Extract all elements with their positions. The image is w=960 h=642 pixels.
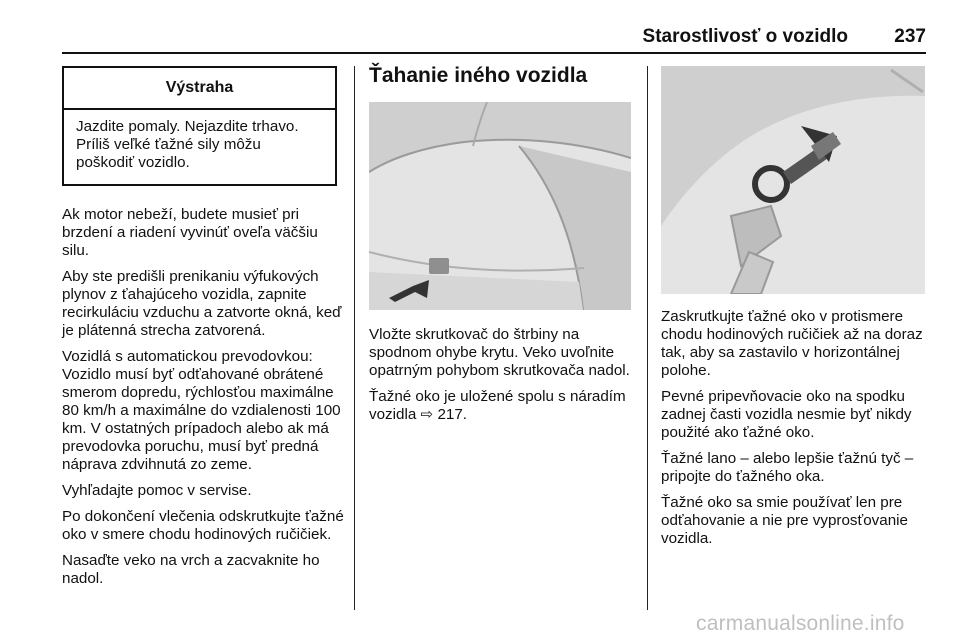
page-number: 237 bbox=[894, 26, 926, 47]
paragraph: Ak motor nebeží, budete musieť pri brzdení a riadení vyvinúť oveľa väčšiu silu. bbox=[62, 206, 318, 259]
header-title: Starostlivosť o vozidlo bbox=[642, 26, 848, 47]
column-middle bbox=[369, 66, 633, 432]
page-header bbox=[62, 24, 926, 54]
column-left bbox=[62, 66, 347, 596]
warning-box bbox=[62, 66, 337, 186]
paragraph: Nasaďte veko na vrch a zacvaknite ho nadol. bbox=[62, 552, 320, 587]
section-title: Ťahanie iného vozidla bbox=[369, 64, 588, 87]
paragraph: Po dokončení vlečenia odskrutkujte ťažné oko v smere chodu hodinových ručičiek. bbox=[62, 508, 344, 543]
warning-text: Jazdite pomaly. Nejazdite trhavo. Príliš veľké ťažné sily môžu poškodiť vozidlo. bbox=[76, 118, 299, 171]
paragraph: Zaskrutkujte ťažné oko v protismere chodu hodinových ručičiek až na doraz tak, aby sa zastavilo v horizontálnej polohe. bbox=[661, 308, 923, 379]
watermark: carmanualsonline.info bbox=[696, 612, 905, 635]
paragraph: Vložte skrutkovač do štrbiny na spodnom ohybe krytu. Veko uvoľnite opatrným pohybom skrutkovača nadol. bbox=[369, 326, 630, 379]
car-rear-bumper-illustration bbox=[369, 102, 631, 310]
paragraph: Ťažné oko sa smie používať len pre odťahovanie a nie pre vyprosťovanie vozidla. bbox=[661, 494, 908, 547]
column-divider bbox=[354, 66, 355, 610]
paragraph: Ťažné lano – alebo lepšie ťažnú tyč – pripojte do ťažného oka. bbox=[661, 450, 914, 485]
column-right bbox=[661, 66, 927, 556]
towing-eye-illustration bbox=[661, 66, 925, 294]
paragraph: Ťažné oko je uložené spolu s náradím vozidla ⇨ 217. bbox=[369, 388, 626, 423]
paragraph: Pevné pripevňovacie oko na spodku zadnej časti vozidla nesmie byť nikdy použité ako ťažné oko. bbox=[661, 388, 912, 441]
column-divider bbox=[647, 66, 648, 610]
paragraph: Vyhľadajte pomoc v servise. bbox=[62, 482, 252, 499]
paragraph: Vozidlá s automatickou prevodovkou: Vozidlo musí byť odťahované obrátené smerom dopredu, rýchlosťou maximálne 80 km/h a maximálne do vzdialenosti 100 km. V ostatných prípadoch alebo ak má prevodovka poruchu, musí byť predná náprava zdvihnutá zo zeme. bbox=[62, 348, 341, 473]
warning-title: Výstraha bbox=[64, 68, 335, 110]
paragraph: Aby ste predišli prenikaniu výfukových plynov z ťahajúceho vozidla, zapnite recirkuláciu vzduchu a zatvorte okná, keď je plátenná strecha zatvorená. bbox=[62, 268, 342, 339]
